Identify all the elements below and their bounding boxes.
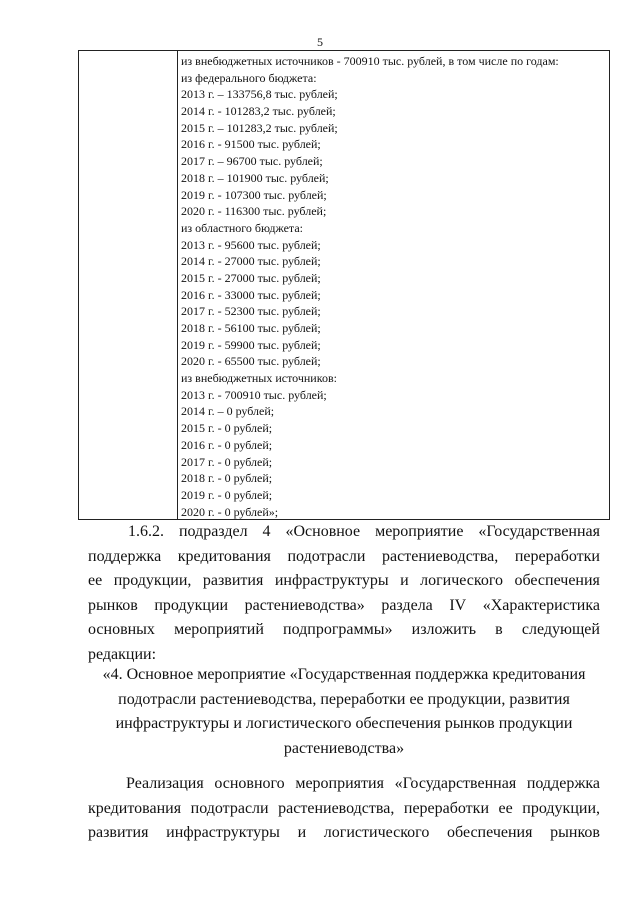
- table-line: 2017 г. – 96700 тыс. рублей;: [181, 154, 323, 169]
- word: Реализация: [126, 775, 204, 792]
- word: продукции: [154, 596, 229, 614]
- word: подотрасли: [287, 547, 366, 565]
- table-line: 2017 г. - 52300 тыс. рублей;: [181, 304, 321, 319]
- word: «Основное: [285, 523, 361, 540]
- word: основного: [214, 775, 285, 792]
- word: кредитования: [177, 547, 271, 565]
- section-heading: [88, 663, 600, 761]
- paragraph-line: [88, 821, 600, 846]
- word: поддержка: [88, 547, 162, 565]
- word: «Характеристика: [482, 596, 600, 614]
- table-line: 2020 г. - 0 рублей»;: [181, 504, 279, 519]
- paragraph-line: [88, 797, 600, 822]
- table-line: 2014 г. - 27000 тыс. рублей;: [181, 254, 321, 269]
- word: мероприятие: [375, 523, 464, 540]
- word: обеспечения: [514, 572, 600, 589]
- paragraph-line: [88, 594, 600, 619]
- implementation-paragraph: [88, 772, 600, 846]
- table-line: 2020 г. - 65500 тыс. рублей;: [181, 354, 321, 369]
- word: инфраструктуры: [274, 572, 389, 589]
- word: продукции,: [522, 799, 600, 817]
- table-line: 2017 г. - 0 рублей;: [181, 454, 273, 469]
- word: «Государственная: [394, 775, 517, 792]
- table-line: из внебюджетных источников:: [181, 371, 337, 386]
- word: ее: [88, 572, 103, 589]
- table-line: из областного бюджета:: [181, 220, 303, 235]
- word: развития: [88, 824, 149, 841]
- word: кредитования: [88, 799, 182, 817]
- word: в: [495, 621, 503, 638]
- word: поддержка: [526, 775, 600, 792]
- table-line: 2016 г. - 91500 тыс. рублей;: [181, 137, 321, 152]
- table-line: 2015 г. – 101283,2 тыс. рублей;: [181, 120, 338, 135]
- word: 4: [262, 523, 271, 540]
- word: и: [400, 572, 409, 589]
- heading-line: растениеводства»: [283, 739, 405, 757]
- table-right-column: [178, 51, 609, 519]
- word: развития: [202, 572, 264, 589]
- word: мероприятия: [295, 775, 384, 792]
- word: редакции:: [88, 645, 157, 663]
- table-line: 2018 г. - 0 рублей;: [181, 471, 273, 486]
- word: IV: [449, 596, 467, 614]
- heading-line: инфраструктуры и логистического обеспечения рынков продукции: [115, 715, 573, 732]
- page-number: 5: [317, 35, 323, 49]
- word: продукции,: [113, 572, 192, 589]
- word: 1.6.2.: [128, 523, 164, 540]
- word: и: [297, 824, 307, 841]
- word: рынков: [550, 824, 600, 841]
- table-line: 2016 г. - 0 рублей;: [181, 437, 273, 452]
- word: «Государственная: [478, 523, 600, 540]
- word: рынков: [88, 596, 138, 614]
- heading-line: подотрасли растениеводства, переработки ее продукции, развития: [118, 690, 570, 708]
- table-line: 2018 г. - 56100 тыс. рублей;: [181, 321, 321, 335]
- word: изложить: [411, 621, 477, 638]
- table-left-column: [79, 51, 178, 519]
- financing-table: [78, 50, 610, 520]
- word: раздела: [381, 596, 433, 614]
- word: логистического: [323, 824, 430, 841]
- word: обеспечения: [447, 824, 533, 841]
- paragraph-line: [88, 545, 600, 570]
- paragraph-line: [88, 772, 600, 797]
- table-line: 2015 г. - 0 рублей;: [181, 421, 273, 436]
- table-line: 2014 г. - 101283,2 тыс. рублей;: [181, 104, 336, 119]
- word: инфраструктуры: [166, 824, 280, 841]
- table-line: 2015 г. - 27000 тыс. рублей;: [181, 270, 321, 285]
- word: подпрограммы»: [283, 621, 393, 638]
- table-line: из федерального бюджета:: [181, 70, 317, 85]
- table-line: 2014 г. – 0 рублей;: [181, 404, 275, 419]
- word: основных: [88, 621, 155, 638]
- table-line: 2018 г. – 101900 тыс. рублей;: [181, 170, 329, 185]
- table-line: из внебюджетных источников - 700910 тыс. рублей, в том числе по годам:: [181, 54, 559, 68]
- word: ее: [498, 799, 513, 817]
- table-line: 2020 г. - 116300 тыс. рублей;: [181, 204, 327, 219]
- word: переработки: [403, 799, 489, 817]
- table-line: 2019 г. - 59900 тыс. рублей;: [181, 337, 321, 352]
- word: растениеводства,: [278, 799, 395, 817]
- word: переработки: [514, 547, 600, 565]
- word: растениеводства»: [244, 596, 365, 614]
- heading-line: «4. Основное мероприятие «Государственная поддержка кредитования: [102, 666, 586, 683]
- word: подраздел: [178, 523, 248, 540]
- word: следующей: [521, 621, 600, 638]
- word: логического: [420, 572, 503, 589]
- paragraph-line: [88, 569, 600, 594]
- table-line: 2016 г. - 33000 тыс. рублей;: [181, 287, 321, 302]
- word: растениеводства,: [382, 547, 499, 565]
- table-line: 2019 г. - 107300 тыс. рублей;: [181, 187, 327, 202]
- paragraph-line: [88, 618, 600, 643]
- word: подотрасли: [190, 799, 269, 817]
- paragraph-line: [88, 520, 600, 545]
- table-line: 2013 г. - 700910 тыс. рублей;: [181, 387, 327, 402]
- word: мероприятий: [174, 621, 264, 638]
- table-line: 2019 г. - 0 рублей;: [181, 487, 273, 502]
- amendment-paragraph: [88, 520, 600, 667]
- table-line: 2013 г. - 95600 тыс. рублей;: [181, 237, 321, 252]
- table-line: 2013 г. – 133756,8 тыс. рублей;: [181, 87, 338, 102]
